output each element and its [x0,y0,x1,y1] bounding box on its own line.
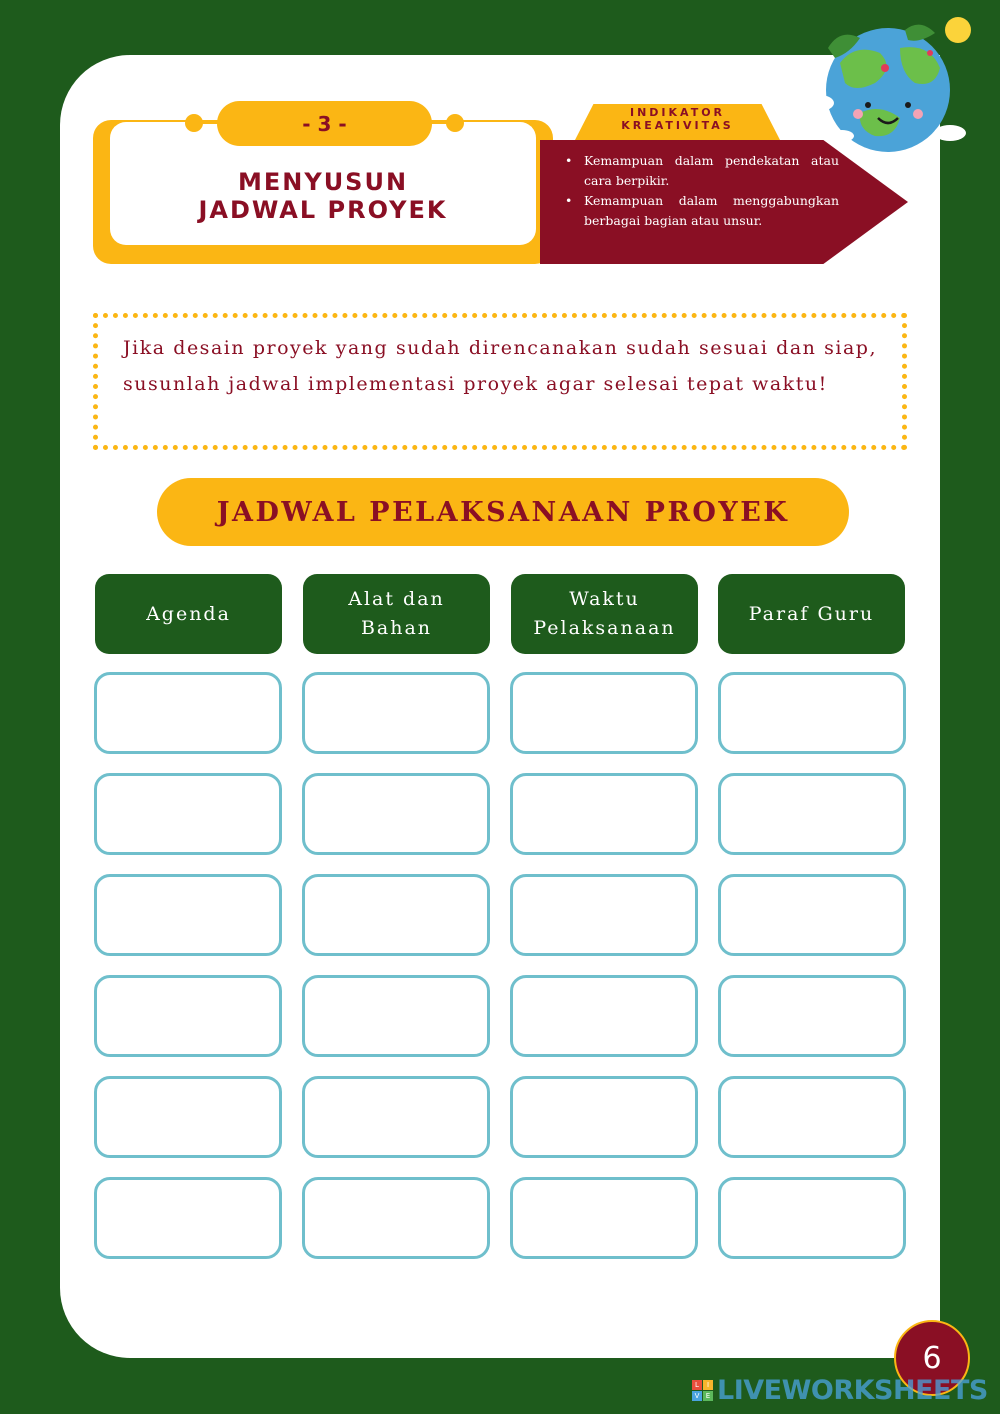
indicator-item: • Kemampuan dalam menggabungkan berbagai bagian atau unsur. [563,191,839,231]
table-cell[interactable] [510,1076,698,1158]
table-cell[interactable] [718,1177,906,1259]
table-cell[interactable] [94,975,282,1057]
logo-letter: E [703,1391,713,1401]
table-cell[interactable] [510,1177,698,1259]
table-cell[interactable] [718,1076,906,1158]
activity-number: - 3 - [217,101,432,146]
table-cell[interactable] [302,874,490,956]
table-cell[interactable] [718,874,906,956]
column-header-time [511,574,698,654]
header-text: Agenda [146,602,231,625]
column-header-teacher-initials [718,574,905,654]
table-cell[interactable] [718,975,906,1057]
instruction-text: Jika desain proyek yang sudah direncanakan sudah sesuai dan siap, susunlah jadwal implementasi proyek agar selesai tepat waktu! [123,337,877,395]
column-header-tools [303,574,490,654]
section-title: JADWAL PELAKSANAAN PROYEK [157,478,849,546]
table-cell[interactable] [302,773,490,855]
header-text: Waktu [569,588,640,610]
logo-letter: V [692,1391,702,1401]
table-cell[interactable] [302,672,490,754]
table-cell[interactable] [302,1076,490,1158]
title-line-2: JADWAL PROYEK [198,196,448,224]
instruction-box [93,313,907,450]
logo-letter: L [692,1380,702,1390]
header-text: Bahan [360,617,433,639]
table-cell[interactable] [94,1076,282,1158]
table-cell[interactable] [94,773,282,855]
page-number: 6 [894,1320,970,1396]
indicator-label-line-2: KREATIVITAS [621,119,734,132]
indicator-label-line-1: INDIKATOR [629,106,726,119]
number-dot-right [446,114,464,132]
logo-letter: I [703,1380,713,1390]
header-text: Alat dan [348,588,445,610]
indicator-label [575,106,780,132]
indicator-list [563,151,839,231]
table-cell[interactable] [718,672,906,754]
table-cell[interactable] [302,1177,490,1259]
activity-title [110,168,536,224]
table-cell[interactable] [510,874,698,956]
table-cell[interactable] [510,672,698,754]
table-cell[interactable] [510,975,698,1057]
table-cell[interactable] [302,975,490,1057]
table-cell[interactable] [94,874,282,956]
title-line-1: MENYUSUN [237,168,409,196]
column-header-agenda [95,574,282,654]
number-dot-left [185,114,203,132]
table-cell[interactable] [510,773,698,855]
earth-illustration-icon [800,8,980,158]
indicator-item: • Kemampuan dalam pendekatan atau cara berpikir. [563,151,839,191]
liveworksheets-watermark [692,1375,988,1405]
table-cell[interactable] [94,672,282,754]
table-cell[interactable] [718,773,906,855]
table-cell[interactable] [94,1177,282,1259]
liveworksheets-logo-icon [692,1380,713,1401]
header-text: Pelaksanaan [533,617,676,639]
header-text: Paraf Guru [748,602,875,625]
watermark-text: LIVEWORKSHEETS [717,1374,988,1406]
